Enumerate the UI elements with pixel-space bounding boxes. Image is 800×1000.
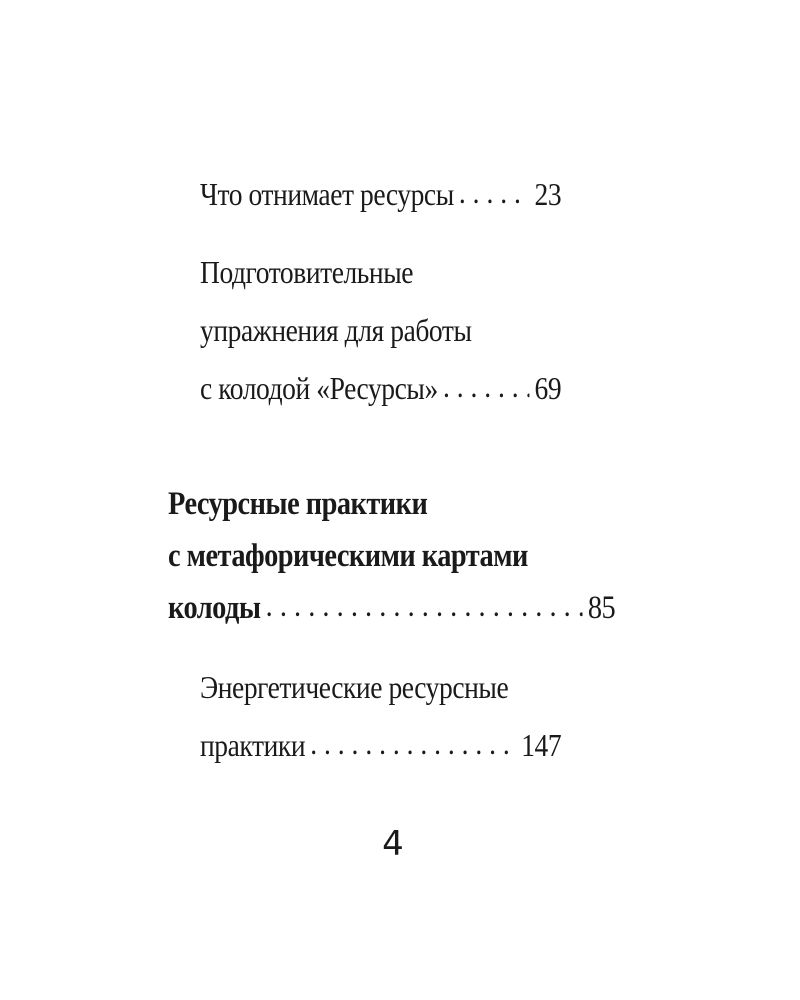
toc-section-title-line-1: Ресурсные практики bbox=[168, 486, 428, 522]
toc-entry-title-line-1: Подготовительные bbox=[200, 254, 414, 290]
toc-line bbox=[168, 530, 620, 582]
toc-line bbox=[200, 165, 561, 223]
toc-entry-title: Что отнимает ресурсы bbox=[200, 176, 454, 212]
page-number: 4 bbox=[382, 824, 404, 864]
toc-line bbox=[168, 478, 620, 530]
toc-entry-title-line-1: Энергетические ресурсные bbox=[200, 669, 509, 705]
toc-entry-title-line-3: с колодой «Ресурсы» bbox=[200, 370, 438, 406]
toc-line bbox=[200, 716, 561, 774]
toc-section-resource-practices[interactable] bbox=[168, 478, 620, 634]
toc-entry-title-line-2: упражнения для работы bbox=[200, 312, 472, 348]
toc-entry-energy-practices[interactable] bbox=[200, 658, 561, 774]
toc-line bbox=[168, 582, 615, 634]
dot-leader bbox=[310, 714, 516, 772]
toc-entry-preparatory-exercises[interactable] bbox=[200, 243, 561, 417]
dot-leader bbox=[443, 357, 529, 415]
toc-section-title-line-3: колоды bbox=[168, 590, 261, 626]
toc-entry-title-line-2: практики bbox=[200, 727, 306, 763]
toc-line bbox=[200, 301, 561, 359]
toc-page-number: 23 bbox=[534, 176, 562, 212]
toc-line bbox=[200, 359, 561, 417]
toc-entry-what-drains-resources[interactable] bbox=[200, 165, 561, 223]
toc-page-number: 69 bbox=[534, 370, 562, 406]
toc-line bbox=[200, 243, 561, 301]
toc-line bbox=[200, 658, 561, 716]
toc-page-number: 85 bbox=[587, 590, 616, 626]
toc-section-title-line-2: с метафорическими картами bbox=[168, 538, 528, 574]
toc-page-number: 147 bbox=[521, 727, 562, 763]
dot-leader bbox=[459, 163, 529, 221]
dot-leader bbox=[266, 580, 583, 632]
